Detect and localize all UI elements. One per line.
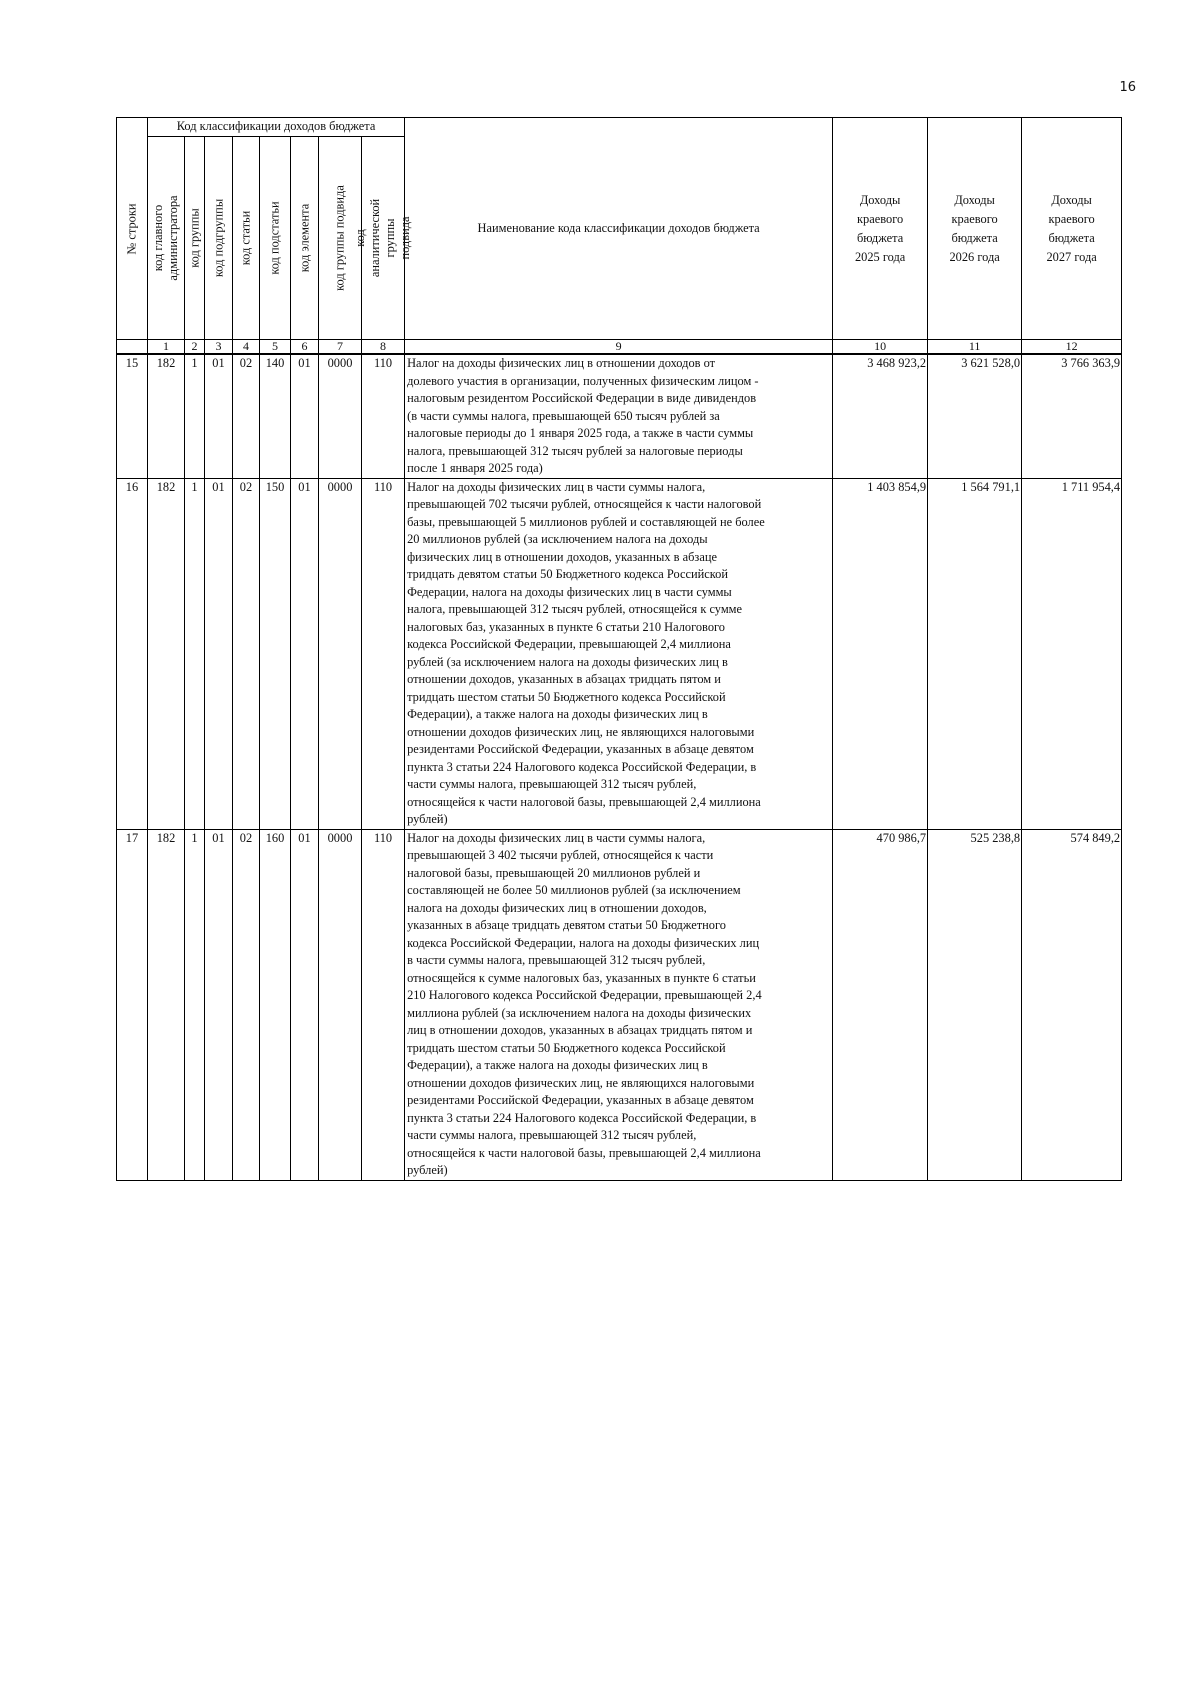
header-row-group [117,118,1122,137]
header-subtype-group-code: код группы подвида [319,137,362,340]
income-2026-cell: 1 564 791,1 [928,478,1022,829]
column-number: 3 [205,340,233,355]
column-number-row [117,340,1122,355]
element-code-cell: 01 [291,829,319,1180]
table-row [117,829,1122,1180]
header-subgroup-code: код подгруппы [205,137,233,340]
income-2027-cell: 574 849,2 [1022,829,1122,1180]
header-element-code: код элемента [291,137,319,340]
header-group-code: код группы [185,137,205,340]
header-analytic-group-code: код аналитической группы подвида [362,137,405,340]
article-code-cell: 02 [233,478,260,829]
income-2027-cell: 1 711 954,4 [1022,478,1122,829]
income-2025-cell: 470 986,7 [833,829,928,1180]
subgroup-code-cell: 01 [205,478,233,829]
header-income-2025: Доходы краевого бюджета 2025 года [833,118,928,340]
page-number: 16 [1119,80,1136,95]
column-number: 6 [291,340,319,355]
article-code-cell: 02 [233,354,260,478]
header-article-code: код статьи [233,137,260,340]
element-code-cell: 01 [291,478,319,829]
header-code-name: Наименование кода классификации доходов бюджета [405,118,833,340]
group-code-cell: 1 [185,829,205,1180]
subarticle-code-cell: 150 [260,478,291,829]
code-name-cell: Налог на доходы физических лиц в части суммы налога, превышающей 702 тысячи рублей, относящейся к части налоговой базы, превышающей 5 миллионов рублей и составляющей не более 20 миллионов рублей (за исключением налога на доходы физических лиц в отношении доходов, указанных в абзаце тридцать девятом статьи 50 Бюджетного кодекса Российской Федерации, налога на доходы физических лиц в части суммы налога, превышающей 312 тысяч рублей, относящейся к сумме налоговых баз, указанных в пункте 6 статьи 210 Налогового кодекса Российской Федерации, превышающей 2,4 миллиона рублей (за исключением налога на доходы физических лиц в отношении доходов, указанных в абзацах тридцать пятом и тридцать шестом статьи 50 Бюджетного кодекса Российской Федерации), а также налога на доходы физических лиц в отношении доходов физических лиц, не являющихся налоговыми резидентами Российской Федерации, указанных в абзаце девятом пункта 3 статьи 224 Налогового кодекса Российской Федерации, в части суммы налога, превышающей 312 тысяч рублей, относящейся к части налоговой базы, превышающей 2,4 миллиона рублей) [405,478,833,829]
subgroup-code-cell: 01 [205,829,233,1180]
income-2026-cell: 3 621 528,0 [928,354,1022,478]
income-2026-cell: 525 238,8 [928,829,1022,1180]
subtype-group-code-cell: 0000 [319,478,362,829]
column-number: 7 [319,340,362,355]
column-number: 12 [1022,340,1122,355]
header-income-2027: Доходы краевого бюджета 2027 года [1022,118,1122,340]
subarticle-code-cell: 140 [260,354,291,478]
header-income-2026: Доходы краевого бюджета 2026 года [928,118,1022,340]
column-number: 4 [233,340,260,355]
table-row [117,354,1122,478]
group-code-cell: 1 [185,354,205,478]
code-name-cell: Налог на доходы физических лиц в части суммы налога, превышающей 3 402 тысячи рублей, относящейся к части налоговой базы, превышающей 20 миллионов рублей и составляющей не более 50 миллионов рублей (за исключением налога на доходы физических лиц в отношении доходов, указанных в абзаце тридцать девятом статьи 50 Бюджетного кодекса Российской Федерации, налога на доходы физических лиц в части суммы налога, превышающей 312 тысяч рублей, относящейся к сумме налоговых баз, указанных в пункте 6 статьи 210 Налогового кодекса Российской Федерации, превышающей 2,4 миллиона рублей (за исключением налога на доходы физических лиц в отношении доходов, указанных в абзацах тридцать пятом и тридцать шестом статьи 50 Бюджетного кодекса Российской Федерации), а также налога на доходы физических лиц в отношении доходов физических лиц, не являющихся налоговыми резидентами Российской Федерации, указанных в абзаце девятом пункта 3 статьи 224 Налогового кодекса Российской Федерации, в части суммы налога, превышающей 312 тысяч рублей, относящейся к части налоговой базы, превышающей 2,4 миллиона рублей) [405,829,833,1180]
column-number: 8 [362,340,405,355]
header-classification-group: Код классификации доходов бюджета [148,118,405,137]
article-code-cell: 02 [233,829,260,1180]
row-number-cell: 15 [117,354,148,478]
header-admin-code: код главного администратора [148,137,185,340]
income-2027-cell: 3 766 363,9 [1022,354,1122,478]
code-name-cell: Налог на доходы физических лиц в отношении доходов от долевого участия в организации, полученных физическим лицом - налоговым резидентом Российской Федерации в виде дивидендов (в части суммы налога, превышающей 650 тысяч рублей за налоговые периоды до 1 января 2025 года, а также в части суммы налога, превышающей 312 тысяч рублей за налоговые периоды после 1 января 2025 года) [405,354,833,478]
group-code-cell: 1 [185,478,205,829]
admin-code-cell: 182 [148,354,185,478]
subarticle-code-cell: 160 [260,829,291,1180]
table-row [117,478,1122,829]
subgroup-code-cell: 01 [205,354,233,478]
analytic-group-code-cell: 110 [362,478,405,829]
column-number: 5 [260,340,291,355]
column-number [117,340,148,355]
income-2025-cell: 1 403 854,9 [833,478,928,829]
header-subarticle-code: код подстатьи [260,137,291,340]
header-row-number: № строки [117,118,148,340]
column-number: 10 [833,340,928,355]
column-number: 11 [928,340,1022,355]
subtype-group-code-cell: 0000 [319,354,362,478]
column-number: 1 [148,340,185,355]
analytic-group-code-cell: 110 [362,829,405,1180]
row-number-cell: 16 [117,478,148,829]
row-number-cell: 17 [117,829,148,1180]
income-2025-cell: 3 468 923,2 [833,354,928,478]
column-number: 2 [185,340,205,355]
column-number: 9 [405,340,833,355]
subtype-group-code-cell: 0000 [319,829,362,1180]
budget-revenue-table [116,117,1122,1181]
admin-code-cell: 182 [148,478,185,829]
analytic-group-code-cell: 110 [362,354,405,478]
element-code-cell: 01 [291,354,319,478]
admin-code-cell: 182 [148,829,185,1180]
